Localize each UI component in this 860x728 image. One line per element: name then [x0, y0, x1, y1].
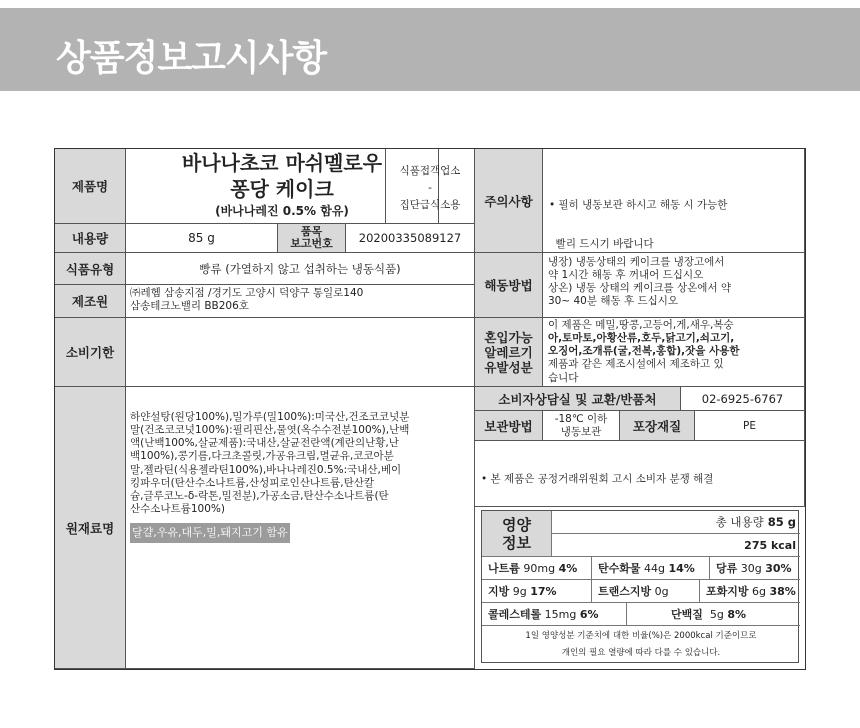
ingredients-line: 슘,글루코노-δ-락톤,밀전분),가공소금,탄산수소나트륨(탄: [130, 489, 389, 502]
header-banner: [0, 8, 860, 91]
nutrient-carb: [592, 557, 710, 580]
report-label-line2: 보고번호: [290, 237, 333, 250]
storage-label: 보관방법: [475, 411, 543, 441]
thaw-label: 해동방법: [475, 253, 543, 318]
carb-label: 탄수화물: [598, 562, 641, 575]
pack-label: 포장재질: [620, 411, 695, 441]
fat-label: 지방: [488, 585, 510, 598]
product-info-table: [54, 148, 806, 670]
ingredients-line: 하얀설탕(원당100%),밀가루(밀100%):미국산,건조코코넛분: [130, 411, 410, 423]
caution-line: 빨리 드시기 바랍니다: [549, 238, 654, 251]
protein-label: 단백질: [671, 608, 703, 621]
page-title: 상품정보고시사항: [56, 38, 327, 79]
product-name-line2: 퐁당 케이크: [230, 177, 334, 201]
ingredients-line: 말,젤라틴(식용젤라틴100%),바나나레진0.5%:국내산,베이: [130, 463, 402, 476]
chol-percent: 6%: [579, 607, 599, 621]
expiry-label: 소비기한: [55, 318, 126, 387]
allergy-label-line1: 혼입가능: [484, 329, 533, 345]
consult-phone: 02-6925-6767: [681, 387, 805, 411]
product-name-label: 제품명: [55, 149, 126, 224]
sugar-label: 당류: [716, 562, 738, 575]
notice-text: [475, 441, 805, 507]
consult-label: 소비자상담실 및 교환/반품처: [475, 387, 681, 411]
nutrient-protein: [627, 603, 800, 626]
maker-label: 제조원: [55, 285, 126, 318]
volume-label: 내용량: [55, 224, 126, 253]
allergy-line: 이 제품은 메밀,땅콩,고등어,게,새우,복숭: [548, 319, 734, 331]
fat-percent: 17%: [530, 584, 557, 598]
sale-target-line1: 식품접객업소: [399, 165, 461, 177]
caution-line: • 필히 냉동보관 하시고 해동 시 가능한: [549, 199, 728, 211]
caution-label: 주의사항: [475, 149, 543, 253]
report-number-value: 20200335089127: [346, 224, 475, 253]
expiry-value: [126, 318, 475, 387]
allergy-line: 제품과 같은 제조시설에서 제조하고 있: [548, 358, 724, 371]
storage-line1: -18℃ 이하: [554, 413, 608, 425]
thaw-line: 상온) 냉동 상태의 케이크를 상온에서 약: [548, 282, 732, 295]
sat-percent: 38%: [769, 584, 796, 598]
nutrition-title-line1: 영양: [502, 515, 531, 534]
allergy-label-line2: 알레르기: [484, 344, 533, 360]
nutrition-box: [481, 510, 799, 663]
sugar-percent: 30%: [765, 561, 792, 575]
allergy-line: 오징어,조개류(굴,전복,홍합),잣을 사용한: [548, 345, 740, 358]
volume-value: 85 g: [126, 224, 278, 253]
nutrient-fat: [482, 580, 592, 603]
ingredients-label: 원재료명: [55, 387, 126, 669]
sale-target-line2: -: [428, 182, 432, 194]
maker-value: [126, 285, 475, 318]
ingredients-line: 산수소나트륨100%): [130, 502, 225, 515]
caution-text: [543, 149, 805, 253]
food-type-value: 빵류 (가열하지 않고 섭취하는 냉동식품): [126, 253, 475, 285]
thaw-line: 약 1시간 해동 후 꺼내어 드십시오: [548, 269, 704, 282]
sugar-amount: 30g: [740, 561, 762, 575]
sat-amount: 6g: [752, 584, 766, 598]
maker-line1: ㈜레헴 삼송지점 /경기도 고양시 덕양구 통일로140: [130, 287, 364, 299]
storage-line2: 냉동보관: [560, 426, 602, 438]
protein-percent: 8%: [727, 607, 747, 621]
report-number-label: [278, 224, 346, 253]
nutrient-sodium: [482, 557, 592, 580]
nutrition-kcal: 275 kcal: [552, 534, 800, 557]
chol-label: 콜레스테롤: [488, 608, 542, 621]
nutrition-title-line2: 정보: [502, 533, 531, 552]
product-name-sub: (바나나레진 0.5% 함유): [215, 204, 349, 218]
trans-label: 트랜스지방: [598, 585, 652, 598]
nutrition-title: [482, 511, 552, 557]
food-type-label: 식품유형: [55, 253, 126, 285]
allergy-label-line3: 유발성분: [484, 359, 533, 375]
sodium-label: 나트륨: [488, 562, 520, 575]
allergy-line: 습니다: [548, 371, 579, 384]
storage-value: [543, 411, 620, 441]
report-label-line1: 품목: [300, 225, 323, 238]
nutrient-sugar: [710, 557, 800, 580]
sale-target-line3: 집단급식소용: [399, 199, 461, 211]
trans-amount: 0g: [654, 584, 669, 598]
nutrition-total-value: 85 g: [767, 515, 796, 529]
carb-percent: 14%: [668, 561, 695, 575]
ingredients-text: [126, 387, 475, 669]
sat-label: 포화지방: [706, 585, 749, 598]
pack-value: PE: [695, 411, 805, 441]
product-name-line1: 바나나초코 마쉬멜로우: [181, 151, 383, 175]
ingredients-line: 말(건조코코넛100%):필리핀산,물엿(옥수수전분100%),난백: [130, 424, 410, 437]
sodium-amount: 90mg: [523, 561, 556, 575]
sodium-percent: 4%: [558, 561, 578, 575]
thaw-text: [543, 253, 805, 318]
allergy-line: 아,토마토,아황산류,호두,닭고기,쇠고기,: [548, 332, 735, 345]
protein-amount: 5g: [709, 607, 724, 621]
nutrient-trans: [592, 580, 700, 603]
thaw-line: 냉장) 냉동상태의 케이크를 냉장고에서: [548, 256, 725, 268]
nutrition-footnote: [482, 626, 800, 664]
chol-amount: 15mg: [544, 607, 577, 621]
sale-target-cell: [385, 149, 475, 224]
footnote-line1: 1일 영양성분 기준치에 대한 비율(%)은 2000kcal 기준이므로: [525, 631, 757, 641]
nutrition-panel: [475, 507, 805, 669]
ingredients-line: 백100%),콩기름,다크초콜릿,가공유크림,멸균유,코코아분: [130, 450, 394, 463]
nutrient-cholesterol: [482, 603, 627, 626]
notice-line: • 본 제품은 공정거래위원회 고시 소비자 분쟁 해결: [481, 473, 714, 485]
nutrition-total: [552, 511, 800, 534]
carb-amount: 44g: [644, 561, 665, 575]
ingredients-line: 킹파우더(탄산수소나트륨,산성피로인산나트륨,탄산칼: [130, 476, 375, 489]
allergen-note: 달걀,우유,대두,밀,돼지고기 함유: [130, 523, 290, 543]
allergy-label: [475, 318, 543, 387]
nutrient-saturated: [700, 580, 800, 603]
fat-amount: 9g: [512, 584, 527, 598]
footnote-line2: 개인의 필요 열량에 따라 다를 수 있습니다.: [561, 648, 721, 658]
allergy-text: [543, 318, 805, 387]
nutrition-total-label: 총 내용량: [715, 515, 764, 529]
thaw-line: 30~ 40분 해동 후 드십시오: [548, 295, 679, 308]
maker-line2: 삼송테크노밸리 BB206호: [130, 300, 249, 313]
ingredients-line: 액(난백100%,살균제품):국내산,살균전란액(계란의난황,난: [130, 437, 399, 450]
